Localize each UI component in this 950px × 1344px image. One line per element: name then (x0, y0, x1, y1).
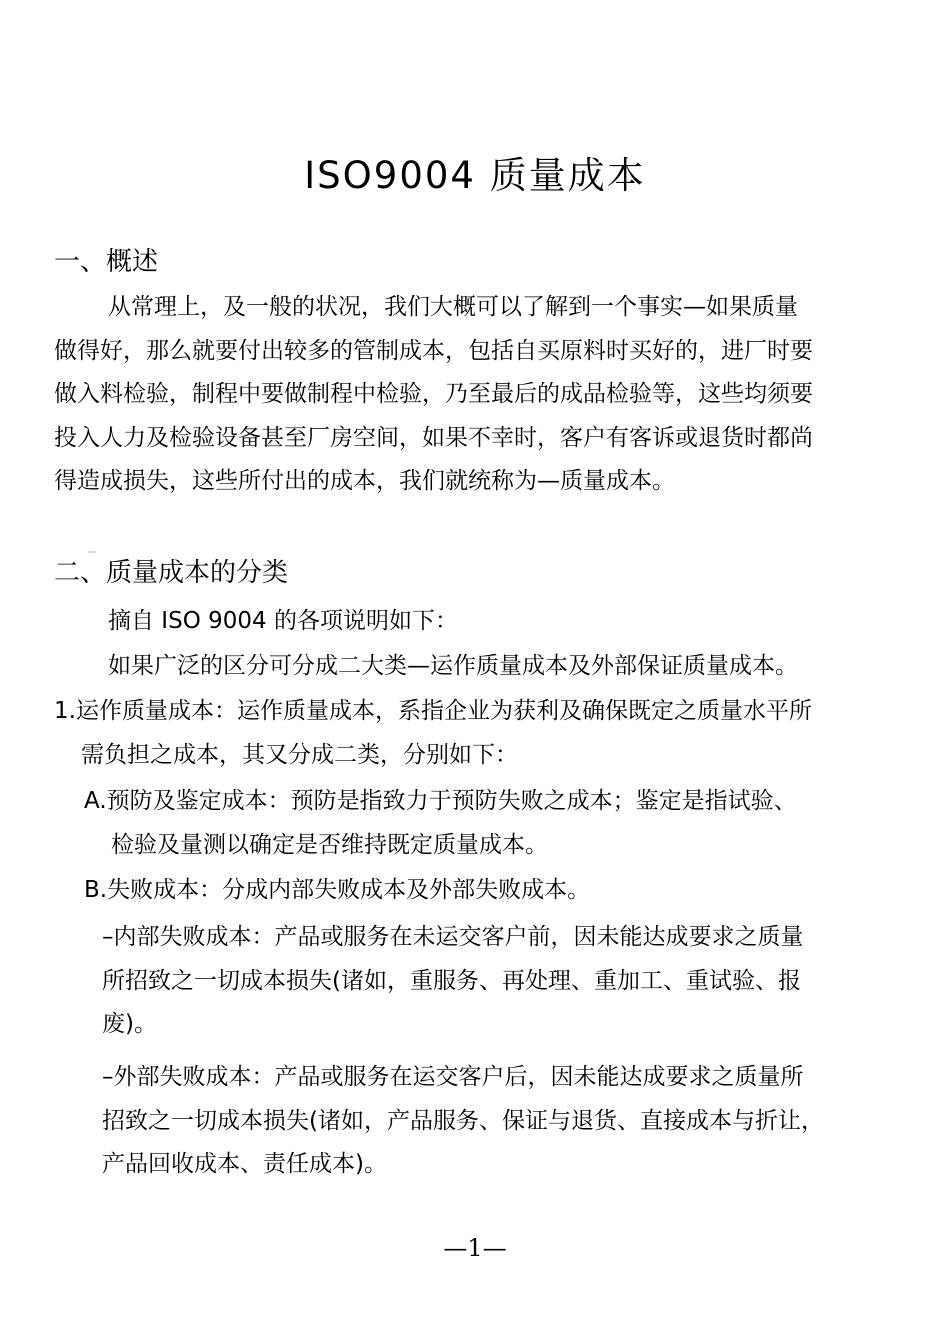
overview-line: 从常理上，及一般的状况，我们大概可以了解到一个事实—如果质量 (108, 294, 798, 320)
operating-cost-line: 需负担之成本，其又分成二类，分别如下： (81, 741, 518, 768)
classification-intro: 摘自 ISO 9004 的各项说明如下： (108, 608, 458, 634)
overview-line: 做得好，那么就要付出较多的管制成本，包括自买原料时买好的，进厂时要 (54, 337, 813, 364)
external-failure-line: 产品回收成本、责任成本)。 (102, 1151, 387, 1178)
internal-failure-item (102, 916, 804, 1047)
prevention-line: A.预防及鉴定成本：预防是指致力于预防失败之成本；鉴定是指试验、 (84, 788, 797, 814)
operating-cost-line: 1.运作质量成本：运作质量成本，系指企业为获利及确保既定之质量水平所 (54, 698, 812, 724)
prevention-line: 检验及量测以确定是否维持既定质量成本。 (111, 831, 548, 858)
section-heading-overview: 一、概述 (54, 247, 159, 277)
failure-cost-item: B.失败成本：分成内部失败成本及外部失败成本。 (84, 877, 591, 903)
stray-mark (88, 551, 96, 553)
overview-line: 投入人力及检验设备甚至厂房空间，如果不幸时，客户有客诉或退货时都尚 (54, 424, 813, 451)
operating-cost-item (54, 690, 812, 777)
page-number: —1— (443, 1234, 507, 1262)
external-failure-item (102, 1056, 824, 1187)
overview-line: 得造成损失，这些所付出的成本，我们就统称为—质量成本。 (54, 468, 675, 495)
internal-failure-line: 废)。 (102, 1011, 157, 1038)
classification-intro-2: 如果广泛的区分可分成二大类—运作质量成本及外部保证质量成本。 (108, 653, 798, 679)
overview-line: 做入料检验，制程中要做制程中检验，乃至最后的成品检验等，这些均须要 (54, 381, 813, 408)
external-failure-line: 招致之一切成本损失(诸如，产品服务、保证与退货、直接成本与折让， (102, 1107, 824, 1134)
prevention-appraisal-item (84, 780, 797, 867)
internal-failure-line: –内部失败成本：产品或服务在未运交客户前，因未能达成要求之质量 (102, 924, 804, 950)
document-title: ISO9004 质量成本 (304, 154, 646, 197)
section-heading-classification: 二、质量成本的分类 (54, 558, 289, 588)
internal-failure-line: 所招致之一切成本损失(诸如，重服务、再处理、重加工、重试验、报 (102, 967, 801, 994)
external-failure-line: –外部失败成本：产品或服务在运交客户后，因未能达成要求之质量所 (102, 1064, 804, 1090)
overview-paragraph (54, 286, 813, 504)
